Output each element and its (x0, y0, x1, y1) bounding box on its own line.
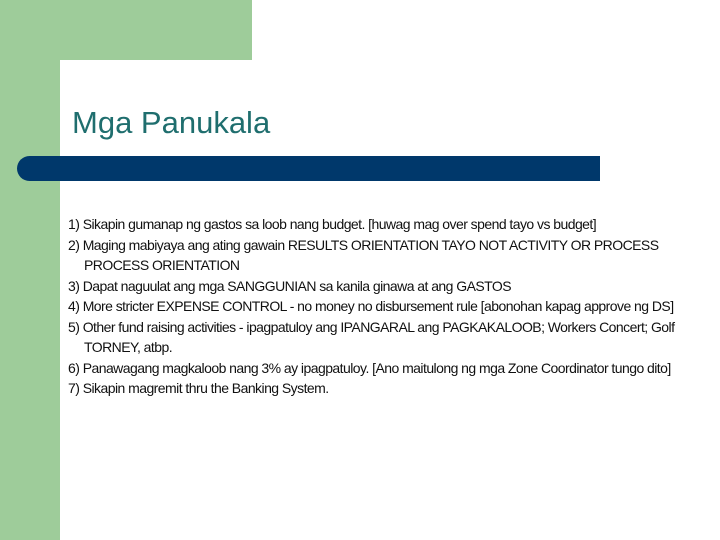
list-item-text: 6) Panawagang magkaloob nang 3% ay ipagpatuloy. [Ano maitulong ng mga Zone Coordinator tungo dito] (68, 359, 671, 376)
green-frame-top (0, 0, 252, 60)
list-item-text: 3) Dapat naguulat ang mga SANGGUNIAN sa kanila ginawa at ang GASTOS (68, 277, 512, 294)
list-item (68, 317, 708, 358)
list-item-text: 5) Other fund raising activities - ipagpatuloy ang IPANGARAL ang PAGKAKALOOB; Workers Concert; Golf TORNEY, atbp. (68, 318, 675, 355)
slide-title: Mga Panukala (72, 105, 271, 140)
list-item-text: 2) Maging mabiyaya ang ating gawain RESULTS ORIENTATION TAYO NOT ACTIVITY OR PROCESS PROCESS ORIENTATION (68, 236, 659, 273)
list-item (68, 214, 708, 235)
list-item (68, 296, 708, 317)
proposal-list (68, 214, 708, 399)
list-item-text: 4) More stricter EXPENSE CONTROL - no money no disbursement rule [abonohan kapag approve ng DS] (68, 298, 674, 314)
green-frame-left (0, 0, 60, 540)
title-underline-bar (17, 156, 600, 181)
list-item (68, 276, 708, 297)
list-item (68, 358, 708, 379)
list-item (68, 235, 708, 276)
list-item-text: 7) Sikapin magremit thru the Banking System. (68, 380, 329, 396)
list-item-text: 1) Sikapin gumanap ng gastos sa loob nang budget. [huwag mag over spend tayo vs budget] (68, 216, 597, 232)
list-item (68, 378, 708, 399)
